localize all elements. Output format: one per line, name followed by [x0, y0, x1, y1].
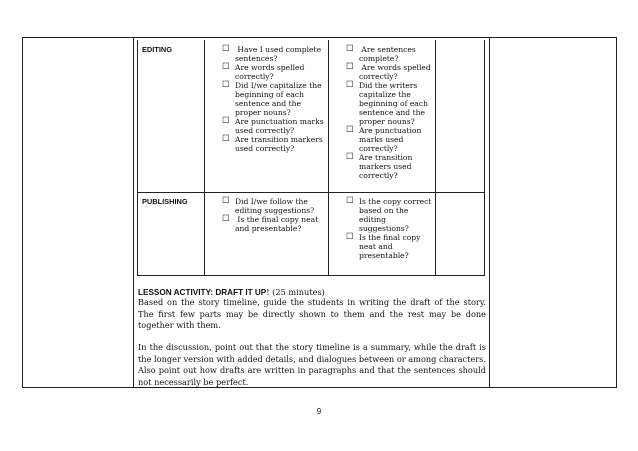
checklist-item: Are sentences complete? — [359, 45, 416, 64]
inner-table-right-border — [484, 40, 485, 276]
inner-table-left-border — [137, 40, 138, 276]
checklist-item: Have I used complete sentences? — [235, 45, 322, 64]
inner-table-col-divider-1 — [204, 40, 205, 276]
checkbox-icon: ☐ — [346, 232, 354, 242]
inner-table-col-divider-3 — [435, 40, 436, 276]
checklist-item: Is the final copy neat and presentable? — [235, 215, 319, 234]
checklist-item: Is the copy correct based on the editing suggestions? — [359, 197, 432, 234]
page-number: 9 — [316, 407, 322, 416]
checkbox-icon: ☐ — [346, 152, 354, 162]
checklist-item: Are words spelled correctly? — [359, 63, 431, 82]
checklist-item: Are transition markers used correctly? — [359, 153, 413, 181]
checkbox-icon: ☐ — [222, 134, 230, 144]
checkbox-icon: ☐ — [222, 214, 230, 224]
checklist-item: Are punctuation marks used correctly? — [359, 126, 422, 154]
activity-heading — [138, 287, 325, 297]
inner-table-col-divider-2 — [328, 40, 329, 276]
outer-table-right-border — [616, 37, 617, 388]
checkbox-icon: ☐ — [222, 44, 230, 54]
checkbox-icon: ☐ — [346, 196, 354, 206]
checkbox-icon: ☐ — [222, 62, 230, 72]
activity-paragraph-1: Based on the story timeline, guide the students in writing the draft of the story. The first few parts may be directly shown to them and the rest may be done together with them. — [138, 297, 486, 331]
outer-table-divider-left — [133, 37, 134, 388]
checkbox-icon: ☐ — [346, 44, 354, 54]
checklist-item: Are words spelled correctly? — [235, 63, 305, 82]
checkbox-icon: ☐ — [222, 196, 230, 206]
activity-paragraph-2: In the discussion, point out that the story timeline is a summary, while the draft is the longer version with added details, and dialogues between or among characters. Also point out how drafts are written in paragraphs and that the sentences should not necessarily be perfect. — [138, 342, 486, 387]
checklist-item: Did the writers capitalize the beginning of each sentence and the proper nouns? — [359, 81, 428, 127]
inner-table-row-divider — [137, 192, 485, 193]
checkbox-icon: ☐ — [222, 80, 230, 90]
checkbox-icon: ☐ — [346, 62, 354, 72]
checkbox-icon: ☐ — [346, 125, 354, 135]
phase-label-publishing: PUBLISHING — [142, 197, 188, 206]
activity-heading-title: LESSON ACTIVITY: DRAFT IT UP — [138, 288, 267, 297]
checkbox-icon: ☐ — [222, 116, 230, 126]
activity-heading-duration: ! (25 minutes) — [266, 287, 325, 297]
phase-label-editing: EDITING — [142, 45, 172, 54]
checklist-item: Is the final copy neat and presentable? — [359, 233, 421, 261]
checklist-item: Did I/we capitalize the beginning of each sentence and the proper nouns? — [235, 81, 322, 118]
checklist-item: Are punctuation marks used correctly? — [235, 117, 324, 136]
outer-table-top-border — [22, 37, 617, 38]
checklist-item: Did I/we follow the editing suggestions? — [235, 197, 315, 216]
outer-table-left-border — [22, 37, 23, 388]
checkbox-icon: ☐ — [346, 80, 354, 90]
checklist-item: Are transition markers used correctly? — [235, 135, 323, 154]
outer-table-divider-right — [489, 37, 490, 388]
inner-table-bottom-border — [137, 275, 485, 276]
